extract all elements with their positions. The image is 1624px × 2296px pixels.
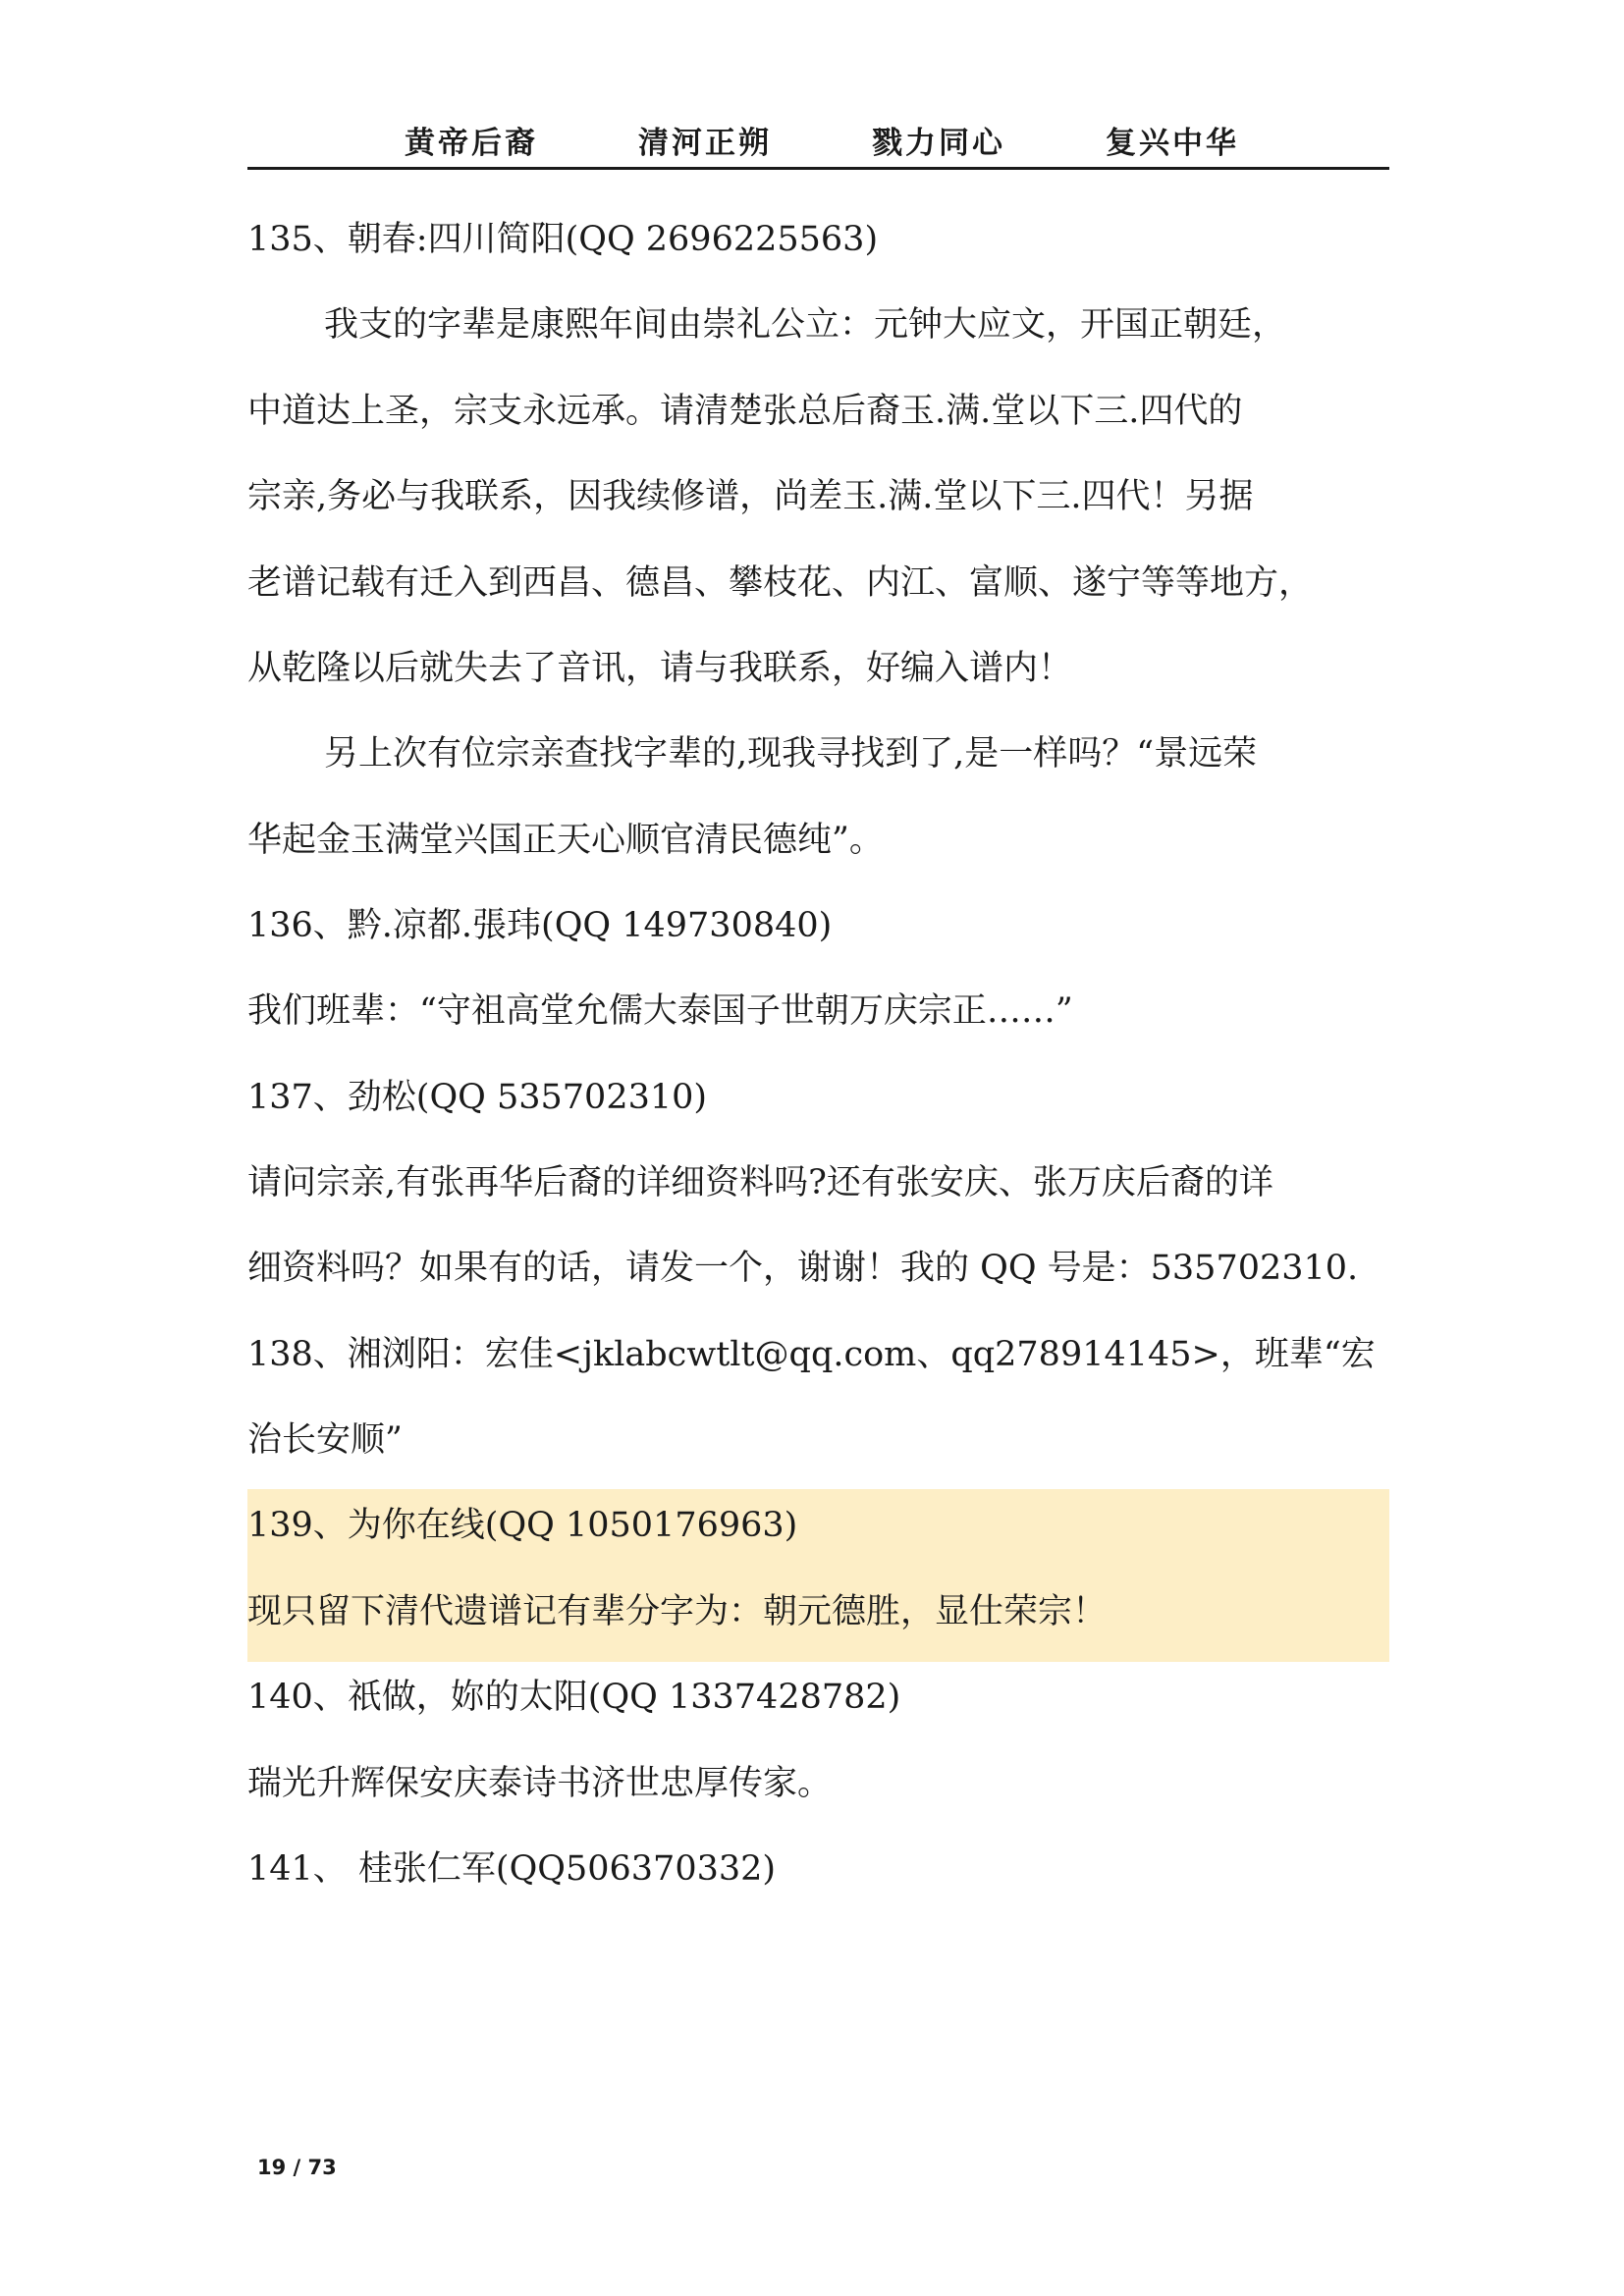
entry-135-text-line: 中道达上圣，宗支永远承。请清楚张总后裔玉.满.堂以下三.四代的	[247, 392, 1243, 431]
entry-135-text-line: 宗亲,务必与我联系，因我续修谱，尚差玉.满.堂以下三.四代！另据	[247, 477, 1254, 516]
entry-136-text: 我们班辈：“守祖高堂允儒大泰国子世朝万庆宗正……”	[247, 991, 1073, 1031]
page-number: 19 / 73	[257, 2156, 337, 2179]
entry-139-title: 139、为你在线(QQ 1050176963)	[247, 1506, 798, 1545]
entry-135-text-line: 华起金玉满堂兴国正天心顺官清民德纯”。	[247, 821, 884, 860]
entry-140-title: 140、祇做，妳的太阳(QQ 1337428782)	[247, 1678, 901, 1717]
entry-139-text: 现只留下清代遗谱记有辈分字为：朝元德胜，显仕荣宗！	[247, 1592, 1108, 1631]
entry-140-text: 瑞光升辉保安庆泰诗书济世忠厚传家。	[247, 1764, 833, 1803]
entry-137-text-line: 请问宗亲,有张再华后裔的详细资料吗?还有张安庆、张万庆后裔的详	[247, 1163, 1273, 1202]
entry-136-title: 136、黔.凉都.張玮(QQ 149730840)	[247, 906, 833, 945]
entry-141-title: 141、 桂张仁军(QQ506370332)	[247, 1849, 777, 1889]
header-motto-4: 复兴中华	[1106, 126, 1239, 161]
entry-135-text-line: 老谱记载有迁入到西昌、德昌、攀枝花、内江、富顺、遂宁等等地方，	[247, 563, 1314, 603]
entry-135-text-line: 我支的字辈是康熙年间由崇礼公立：元钟大应文，开国正朝廷，	[324, 305, 1287, 345]
entry-138-text: 治长安顺”	[247, 1420, 403, 1460]
entry-135-title: 135、朝春:四川简阳(QQ 2696225563)	[247, 220, 879, 259]
entry-137-text-line: 细资料吗？如果有的话，请发一个，谢谢！我的 QQ 号是：535702310.	[247, 1249, 1359, 1288]
entry-135-text-line: 另上次有位宗亲查找字辈的,现我寻找到了,是一样吗？“景远荣	[324, 734, 1258, 774]
entry-138-title: 138、湘浏阳：宏佳<jklabcwtlt@qq.com、qq278914145>，班辈“宏	[247, 1335, 1376, 1374]
header-motto-2: 清河正朔	[638, 126, 772, 161]
header-motto-3: 戮力同心	[872, 126, 1005, 161]
page-header	[247, 116, 1389, 170]
entry-137-title: 137、劲松(QQ 535702310)	[247, 1078, 708, 1117]
header-motto-1: 黄帝后裔	[405, 126, 538, 161]
entry-135-text-line: 从乾隆以后就失去了音讯，请与我联系，好编入谱内！	[247, 649, 1073, 688]
